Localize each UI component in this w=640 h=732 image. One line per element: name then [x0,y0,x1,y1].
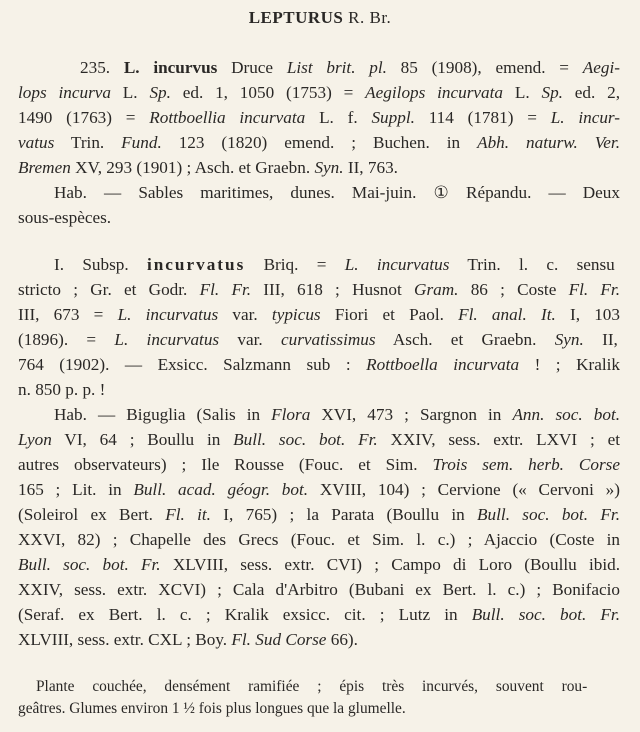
text-segment: Bull. soc. bot. Fr. [233,430,378,449]
text-segment: Plante couchée, densément ramifiée ; épis très incurvés, souvent rou- [36,678,588,695]
text-segment: Aegilops incurvata [365,83,504,102]
text-segment: III, 673 = [18,305,118,324]
text-segment: Asch. et Graebn. [375,330,555,349]
text-segment: Sp. [541,83,563,102]
text-segment: Suppl. [371,108,415,127]
text-segment: Fl. Fr. [568,280,621,299]
text-segment: L. incurvatus [114,330,220,349]
text-segment: Fund. [121,133,162,152]
text-segment: Syn. [314,158,344,177]
text-segment: 764 (1902). — Exsicc. Salzmann sub : [18,355,367,374]
text-segment: 66). [326,630,358,649]
text-segment: (Seraf. ex Bert. l. c. ; Kralik exsicc. cit. ; Lutz in [18,605,472,624]
text-segment: curvatissimus [281,330,376,349]
text-segment: (Soleirol ex Bert. [18,505,166,524]
text-segment: lops incurva [18,83,111,102]
text-segment: var. [218,305,272,324]
text-segment: Trin. l. c. sensu [449,255,615,274]
text-segment: III, 618 ; Husnot [251,280,415,299]
text-segment: I. Subsp. [54,255,147,274]
text-segment: II, [583,330,618,349]
text-segment: ed. 1, 1050 (1753) = [170,83,366,102]
text-segment: incurvatus [146,255,246,274]
text-segment: Fl. Sud Corse [231,630,327,649]
text-segment: Bull. soc. bot. Fr. [471,605,620,624]
text-segment: Bull. soc. bot. Fr. [18,555,161,574]
genus-authority: R. Br. [348,8,392,27]
text-segment: Abh. naturw. Ver. [477,133,620,152]
text-segment: I, 765) ; la Parata (Boullu in [210,505,478,524]
text-segment: Briq. = [245,255,345,274]
text-segment: Trois sem. herb. Corse [432,455,620,474]
text-segment: XXVI, 82) ; Chapelle des Grecs (Fouc. et Sim. l. c.) ; Ajaccio (Coste in [18,530,620,549]
text-segment: ! ; Kralik [519,355,620,374]
text-segment: L. [503,83,542,102]
text-segment: Aegi- [582,58,620,77]
text-segment: 86 ; Coste [458,280,569,299]
text-segment: Fl. anal. It. [458,305,556,324]
text-segment: XLVIII, sess. extr. CXL ; Boy. [18,630,232,649]
text-segment: L. incur- [550,108,620,127]
species-number: 235. [80,58,124,77]
text-segment: List brit. pl. [286,58,387,77]
text-segment: L. f. [305,108,372,127]
text-segment: 114 (1781) = [414,108,551,127]
text-segment: sous-espèces. [18,208,112,227]
text-segment: Druce [231,58,287,77]
text-segment: Hab. — Biguglia (Salis in [54,405,272,424]
text-segment: II, 763. [343,158,398,177]
text-segment: Fiori et Paol. [320,305,459,324]
text-segment: XVI, 473 ; Sargnon in [310,405,513,424]
species-name: L. incurvus [123,58,232,77]
text-segment: XLVIII, sess. extr. CVI) ; Campo di Loro (Boullu ibid. [160,555,620,574]
text-segment: Bull. acad. géogr. bot. [133,480,309,499]
text-segment: XXIV, sess. extr. XCVI) ; Cala d'Arbitro (Bubani ex Bert. l. c.) ; Bonifacio [18,580,620,599]
text-segment: autres observateurs) ; Ile Rousse (Fouc. et Sim. [18,455,433,474]
text-segment: L. incurvatus [117,305,219,324]
running-header [0,8,640,28]
text-segment: (1896). = [18,330,115,349]
text-segment: var. [219,330,282,349]
text-segment: 165 ; Lit. in [18,480,134,499]
text-segment: Syn. [554,330,584,349]
text-segment: Ann. soc. bot. [512,405,621,424]
text-segment: geâtres. Glumes environ 1 ½ fois plus longues que la glumelle. [18,700,406,717]
text-segment: 123 (1820) emend. ; Buchen. in [161,133,478,152]
text-segment: vatus [18,133,55,152]
text-segment: n. 850 p. p. ! [18,380,106,399]
text-segment: Bremen [18,158,71,177]
text-segment: XXIV, sess. extr. LXVI ; et [377,430,621,449]
text-segment: Lyon [18,430,52,449]
text-segment: 1490 (1763) = [18,108,150,127]
text-segment: typicus [271,305,321,324]
text-segment: stricto ; Gr. et Godr. [18,280,200,299]
text-segment: Fl. Fr. [199,280,252,299]
text-segment: Rottboella incurvata [366,355,520,374]
text-segment: 85 (1908), emend. = [386,58,583,77]
text-segment: VI, 64 ; Boullu in [51,430,234,449]
text-segment: Hab. — Sables maritimes, dunes. Mai-juin. ① Répandu. — Deux [54,183,620,202]
text-segment: Fl. it. [165,505,211,524]
text-segment: XVIII, 104) ; Cervione (« Cervoni ») [308,480,620,499]
genus-title: LEPTURUS [248,8,344,27]
text-segment: L. [110,83,150,102]
text-segment: Flora [271,405,311,424]
text-segment: Gram. [414,280,459,299]
text-segment: Rottboellia incurvata [149,108,306,127]
text-segment: Bull. soc. bot. Fr. [477,505,620,524]
text-segment: Trin. [54,133,122,152]
text-segment: L. incurvatus [344,255,450,274]
text-segment: Sp. [149,83,171,102]
text-segment: I, 103 [555,305,620,324]
text-segment: ed. 2, [562,83,621,102]
text-segment: XV, 293 (1901) ; Asch. et Graebn. [70,158,315,177]
